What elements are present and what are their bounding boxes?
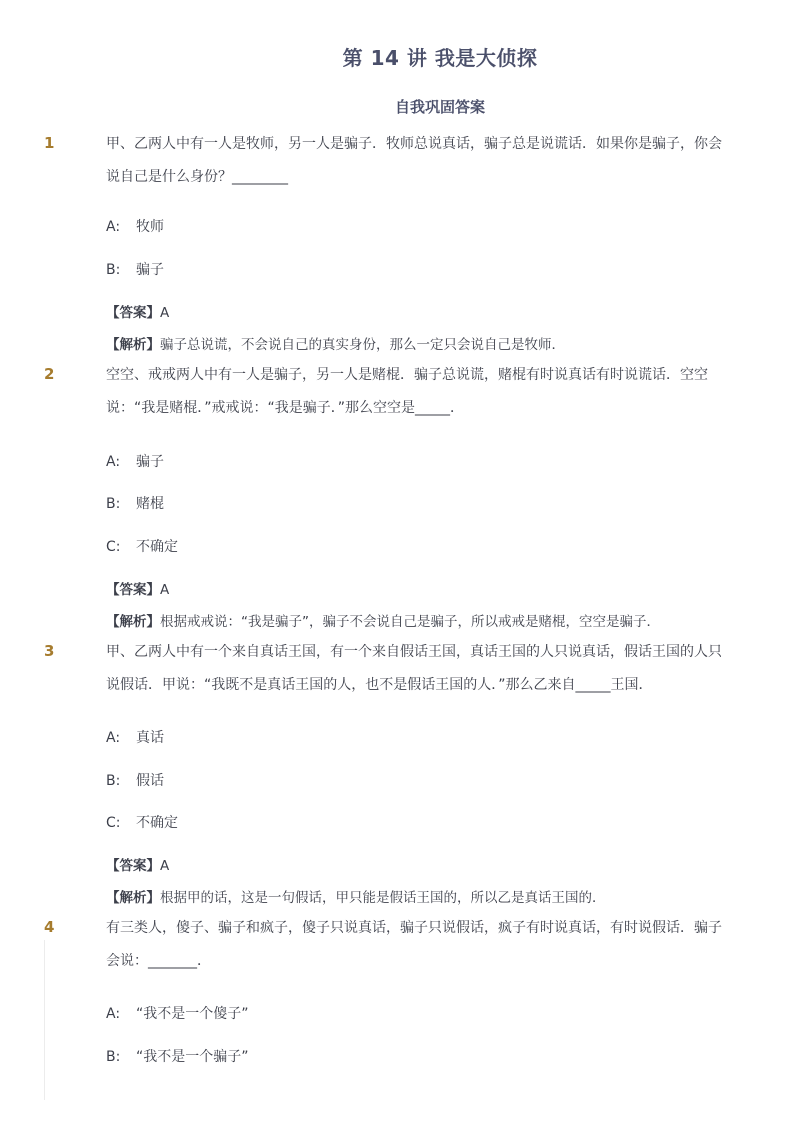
option-letter: A: — [106, 454, 121, 470]
page-title: 第 14 讲 我是大侦探 — [342, 46, 538, 70]
option-letter: A: — [106, 1006, 121, 1022]
option-b — [106, 259, 164, 279]
analysis-text: 骗子总说谎，不会说自己的真实身份，那么一定只会说自己是牧师． — [160, 337, 565, 353]
option-text: 不确定 — [136, 815, 178, 831]
question-number: 2 — [44, 365, 55, 383]
option-letter: C: — [106, 815, 121, 831]
analysis-tag: 【解析】 — [106, 614, 160, 630]
answer-line — [106, 854, 169, 874]
option-text: “我不是一个骗子” — [136, 1049, 249, 1065]
option-text: 骗子 — [136, 454, 164, 470]
option-b — [106, 493, 164, 513]
analysis-tag: 【解析】 — [106, 890, 160, 906]
question-text: 空空、戒戒两人中有一人是骗子，另一人是赌棍．骗子总说谎，赌棍有时说真话有时说谎话．空空说：“我是赌棍．”戒戒说：“我是骗子．”那么空空是_____． — [106, 367, 708, 416]
answer-value: A — [160, 305, 170, 321]
option-letter: A: — [106, 730, 121, 746]
option-letter: A: — [106, 219, 121, 235]
margin-rule — [44, 940, 45, 1100]
option-letter: B: — [106, 262, 121, 278]
option-text: “我不是一个傻子” — [136, 1006, 249, 1022]
analysis-text: 根据戒戒说：“我是骗子”，骗子不会说自己是骗子，所以戒戒是赌棍，空空是骗子． — [160, 614, 660, 630]
analysis-line — [106, 610, 660, 630]
question-text: 有三类人，傻子、骗子和疯子，傻子只说真话，骗子只说假话，疯子有时说真话，有时说假话．骗子会说：_______． — [106, 920, 722, 969]
question-number: 1 — [44, 134, 55, 152]
option-text: 赌棍 — [136, 496, 164, 512]
answer-line — [106, 301, 169, 321]
option-letter: B: — [106, 773, 121, 789]
option-letter: B: — [106, 1049, 121, 1065]
option-b — [106, 770, 164, 790]
answer-value: A — [160, 582, 170, 598]
question-number: 3 — [44, 642, 55, 660]
answer-tag: 【答案】 — [106, 858, 160, 874]
answer-value: A — [160, 858, 170, 874]
option-text: 骗子 — [136, 262, 164, 278]
section-subtitle: 自我巩固答案 — [394, 98, 485, 116]
question-number: 4 — [44, 918, 55, 936]
question-text: 甲、乙两人中有一人是牧师，另一人是骗子．牧师总说真话，骗子总是说谎话．如果你是骗子，你会说自己是什么身份？________ — [106, 136, 722, 185]
option-a — [106, 727, 164, 747]
option-letter: C: — [106, 539, 121, 555]
answer-line — [106, 578, 169, 598]
analysis-line — [106, 886, 606, 906]
option-text: 牧师 — [136, 219, 164, 235]
answer-tag: 【答案】 — [106, 582, 160, 598]
option-c — [106, 812, 178, 832]
question-text: 甲、乙两人中有一个来自真话王国，有一个来自假话王国，真话王国的人只说真话，假话王国的人只说假话．甲说：“我既不是真话王国的人，也不是假话王国的人．”那么乙来自_____王国． — [106, 644, 722, 693]
option-a — [106, 451, 164, 471]
option-a — [106, 1003, 249, 1023]
analysis-text: 根据甲的话，这是一句假话，甲只能是假话王国的，所以乙是真话王国的． — [160, 890, 606, 906]
analysis-tag: 【解析】 — [106, 337, 160, 353]
option-text: 假话 — [136, 773, 164, 789]
answer-tag: 【答案】 — [106, 305, 160, 321]
option-b — [106, 1046, 249, 1066]
option-text: 真话 — [136, 730, 164, 746]
option-letter: B: — [106, 496, 121, 512]
analysis-line — [106, 333, 565, 353]
option-a — [106, 216, 164, 236]
option-text: 不确定 — [136, 539, 178, 555]
option-c — [106, 536, 178, 556]
